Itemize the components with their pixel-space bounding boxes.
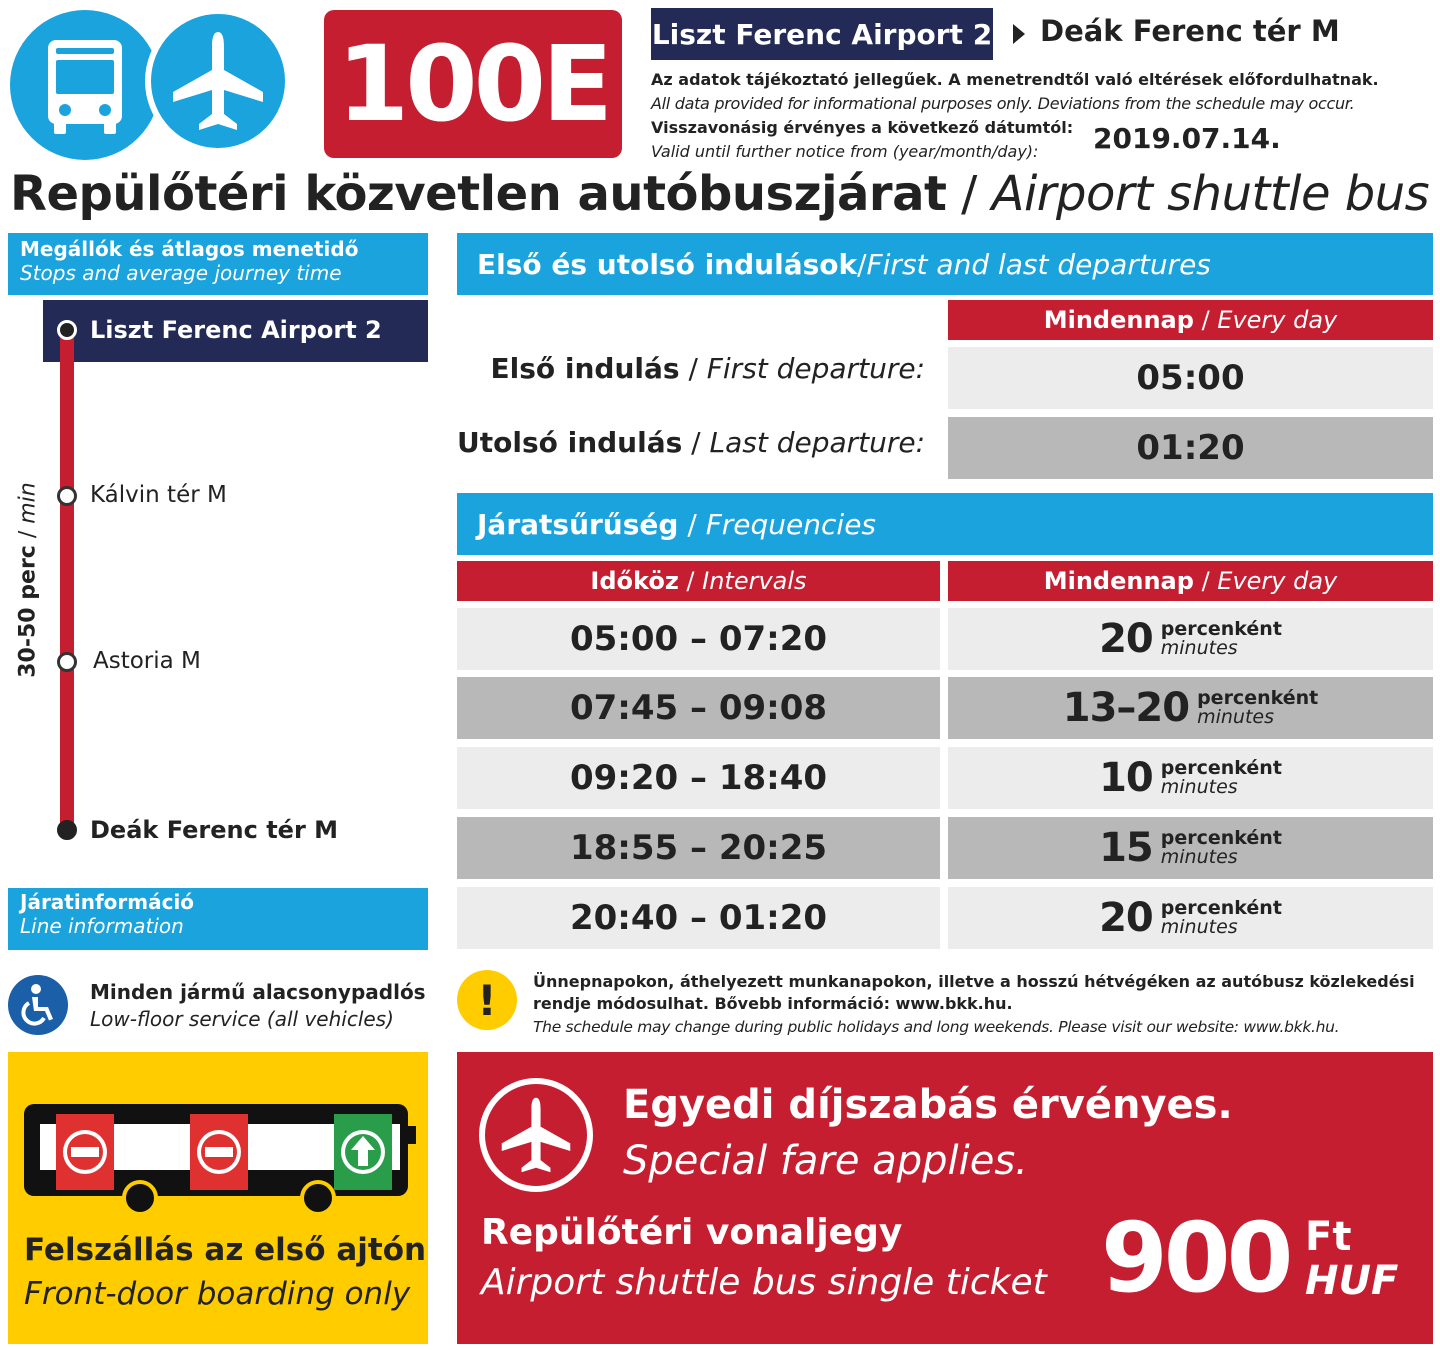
- unit-en: minutes: [1160, 637, 1238, 659]
- ticket-price: 900: [1101, 1202, 1290, 1314]
- stop-name: Liszt Ferenc Airport 2: [90, 316, 382, 344]
- notice-en: The schedule may change during public holidays and long weekends. Please visit our website: www.bkk.hu.: [533, 1018, 1340, 1036]
- unit-hu: percenként: [1160, 757, 1282, 779]
- first-label-hu: Első indulás: [490, 352, 680, 385]
- unit-en: minutes: [1160, 846, 1238, 868]
- journey-time: [16, 482, 41, 678]
- warning-icon: !: [457, 970, 517, 1030]
- frequencies-heading: Járatsűrűség / Frequencies: [457, 493, 1433, 555]
- to-stop: Deák Ferenc tér M: [1040, 14, 1340, 48]
- last-label-hu: Utolsó indulás: [457, 426, 683, 459]
- stop-dot-deak: [57, 820, 77, 840]
- fare-title-hu: Egyedi díjszabás érvényes.: [623, 1082, 1233, 1128]
- interval-cell: 07:45 – 09:08: [457, 677, 940, 739]
- unit-en: minutes: [1197, 706, 1274, 728]
- frequency-value: 10: [1099, 755, 1153, 801]
- frequencies-heading-en: Frequencies: [705, 507, 877, 541]
- interval-cell: 05:00 – 07:20: [457, 608, 940, 670]
- valid-label-en: Valid until further notice from (year/month/day):: [651, 142, 1039, 161]
- stops-heading: [8, 233, 428, 295]
- route-number: 100E: [336, 23, 610, 145]
- boarding-en: Front-door boarding only: [24, 1276, 411, 1312]
- unit-en: minutes: [1160, 776, 1238, 798]
- unit-hu: percenként: [1197, 687, 1319, 709]
- interval-cell: 20:40 – 01:20: [457, 887, 940, 949]
- page-title: [10, 166, 1429, 222]
- ticket-name-en: Airport shuttle bus single ticket: [481, 1262, 1047, 1303]
- frequency-value: 20: [1099, 616, 1153, 662]
- col-interval-hu: Időköz: [590, 567, 679, 595]
- notice-hu: Ünnepnapokon, áthelyezett munkanapokon, illetve a hosszú hétvégéken az autóbusz közlekedési rendje módosulhat. Bővebb információ: www.bkk.hu.: [533, 972, 1415, 1013]
- currency-en: HUF: [1305, 1258, 1399, 1304]
- departures-day-header: Mindennap / Every day: [948, 300, 1433, 340]
- frequency-cell: [948, 887, 1433, 949]
- unit-hu: percenként: [1160, 897, 1282, 919]
- stops-heading-en: Stops and average journey time: [20, 261, 342, 285]
- stop-name: Deák Ferenc tér M: [90, 816, 339, 844]
- journey-time-unit: min: [15, 482, 41, 524]
- disclaimer-en: All data provided for informational purposes only. Deviations from the schedule may occur.: [651, 94, 1355, 113]
- line-info-heading-hu: Járatinformáció: [20, 890, 195, 914]
- frequency-value: 20: [1099, 895, 1153, 941]
- frequency-cell: [948, 608, 1433, 670]
- col-interval-en: Intervals: [702, 567, 807, 595]
- page-title-hu: Repülőtéri közvetlen autóbuszjárat: [10, 166, 947, 222]
- valid-date: 2019.07.14.: [1093, 122, 1281, 155]
- frequency-value: 13–20: [1062, 685, 1190, 731]
- stop-name: Kálvin tér M: [90, 482, 227, 508]
- page-title-sep: /: [946, 166, 992, 222]
- day-hu: Mindennap: [1043, 306, 1194, 334]
- bus-icon: [10, 10, 160, 160]
- departures-heading-en: First and last departures: [866, 247, 1211, 281]
- fare-title-en: Special fare applies.: [623, 1138, 1028, 1184]
- intervals-column-header: Időköz / Intervals: [457, 561, 940, 601]
- frequencies-heading-hu: Járatsűrűség: [477, 507, 679, 541]
- currency-hu: Ft: [1305, 1214, 1352, 1260]
- lowfloor-en: Low-floor service (all vehicles): [90, 1007, 394, 1031]
- last-departure-time: 01:20: [948, 417, 1433, 479]
- valid-label-hu: Visszavonásig érvényes a következő dátumtól:: [651, 118, 1074, 137]
- stop-dot-astoria: [57, 652, 77, 672]
- airplane-icon: [145, 8, 291, 154]
- from-stop: Liszt Ferenc Airport 2: [651, 17, 993, 51]
- direction-arrow-icon: [1013, 24, 1025, 44]
- line-info-heading-en: Line information: [20, 914, 184, 938]
- col-day-en: Every day: [1217, 567, 1338, 595]
- route-line: [60, 330, 74, 832]
- col-day-hu: Mindennap: [1043, 567, 1194, 595]
- journey-time-sep: /: [15, 523, 41, 546]
- departures-heading: [457, 233, 1433, 295]
- boarding-hu: Felszállás az első ajtón: [24, 1232, 427, 1268]
- wheelchair-icon: [8, 975, 68, 1035]
- page-title-en: Airport shuttle bus: [991, 166, 1430, 222]
- fare-panel: [457, 1052, 1433, 1344]
- unit-hu: percenként: [1160, 618, 1282, 640]
- first-departure-time: 05:00: [948, 347, 1433, 409]
- unit-hu: percenként: [1160, 827, 1282, 849]
- stop-dot-kalvin: [57, 486, 77, 506]
- unit-en: minutes: [1160, 916, 1238, 938]
- frequency-cell: [948, 677, 1433, 739]
- stop-dot-airport: [57, 320, 77, 340]
- interval-cell: 18:55 – 20:25: [457, 817, 940, 879]
- interval-cell: 09:20 – 18:40: [457, 747, 940, 809]
- bus-doors-icon: [22, 1096, 418, 1216]
- lowfloor-hu: Minden jármű alacsonypadlós: [90, 980, 426, 1004]
- airplane-circle-icon: [479, 1078, 593, 1192]
- frequency-cell: [948, 817, 1433, 879]
- from-stop-badge: [651, 8, 993, 60]
- route-number-badge: [324, 10, 622, 158]
- ticket-name-hu: Repülőtéri vonaljegy: [481, 1212, 903, 1253]
- boarding-panel: [8, 1052, 428, 1344]
- first-departure-label: Első indulás / First departure:: [490, 352, 925, 385]
- day-en: Every day: [1217, 306, 1338, 334]
- last-label-en: Last departure:: [709, 426, 926, 459]
- journey-time-value: 30-50 perc: [15, 545, 41, 678]
- frequency-value: 15: [1099, 825, 1153, 871]
- stops-heading-hu: Megállók és átlagos menetidő: [20, 237, 359, 261]
- disclaimer-hu: Az adatok tájékoztató jellegűek. A menetrendtől való eltérések előfordulhatnak.: [651, 70, 1379, 89]
- departures-heading-sep: /: [857, 247, 867, 281]
- first-label-en: First departure:: [706, 352, 925, 385]
- frequency-cell: [948, 747, 1433, 809]
- last-departure-label: Utolsó indulás / Last departure:: [457, 426, 926, 459]
- line-info-heading: [8, 888, 428, 950]
- frequency-day-column-header: Mindennap / Every day: [948, 561, 1433, 601]
- stop-name: Astoria M: [93, 648, 201, 674]
- departures-heading-hu: Első és utolsó indulások: [477, 247, 858, 281]
